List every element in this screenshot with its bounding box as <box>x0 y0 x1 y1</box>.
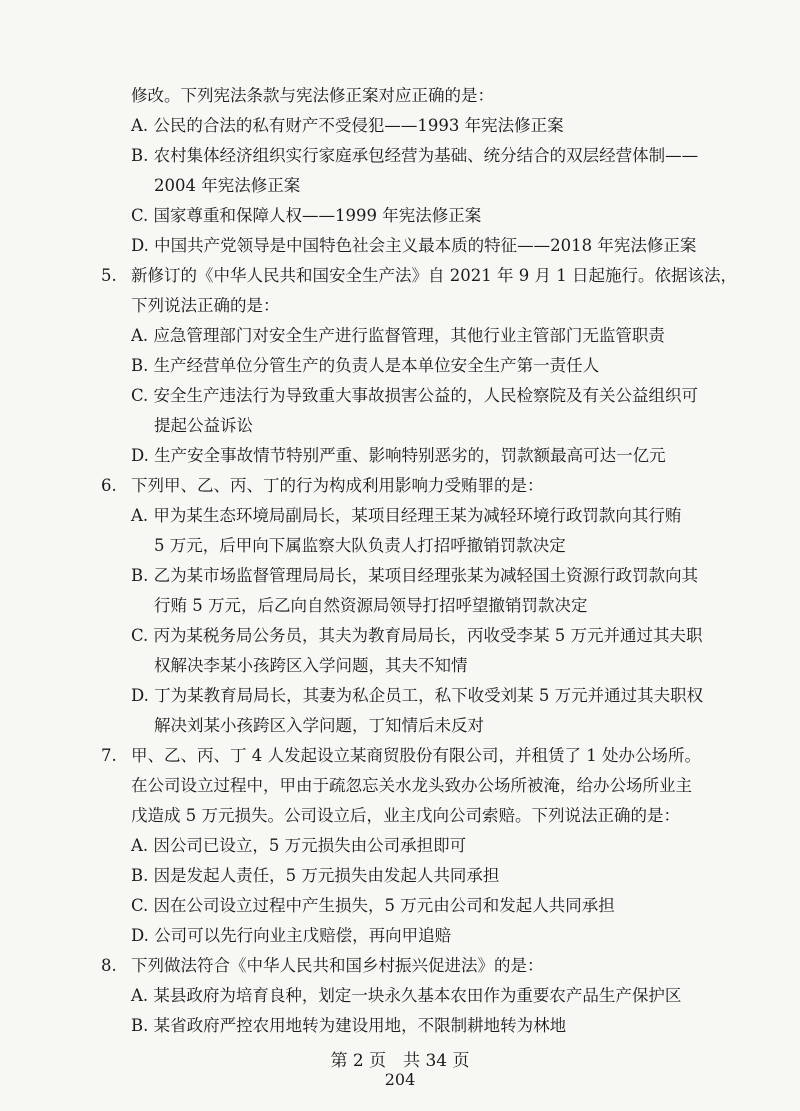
q7-option-b: B. 因是发起人责任，5 万元损失由发起人共同承担 <box>131 866 500 885</box>
q7-stem-line2: 在公司设立过程中，甲由于疏忽忘关水龙头致办公场所被淹，给办公场所业主 <box>131 776 692 795</box>
q8-option-a: A. 某县政府为培育良种，划定一块永久基本农田作为重要农产品生产保护区 <box>131 986 682 1005</box>
q5-stem-line2: 下列说法正确的是： <box>131 296 280 315</box>
page-count: 第 2 页 共 34 页 <box>330 1051 470 1071</box>
q8-stem: 下列做法符合《中华人民共和国乡村振兴促进法》的是： <box>131 956 544 975</box>
q5-option-d: D. 生产安全事故情节特别严重、影响特别恶劣的，罚款额最高可达一亿元 <box>131 446 666 465</box>
q6-option-a-line1: A. 甲为某生态环境局副局长，某项目经理王某为减轻环境行政罚款向其行贿 <box>131 506 682 525</box>
q8-number: 8. <box>101 956 117 975</box>
q7-option-a: A. 因公司已设立，5 万元损失由公司承担即可 <box>131 836 467 855</box>
q7-stem-line3: 戊造成 5 万元损失。公司设立后，业主戊向公司索赔。下列说法正确的是： <box>131 806 680 825</box>
q6-option-c-line2: 权解决李某小孩跨区入学问题，其夫不知情 <box>154 656 468 675</box>
q4-option-a: A. 公民的合法的私有财产不受侵犯——1993 年宪法修正案 <box>131 116 564 135</box>
q4-stem-tail: 修改。下列宪法条款与宪法修正案对应正确的是： <box>131 86 494 105</box>
q5-option-c-line2: 提起公益诉讼 <box>154 416 253 435</box>
q7-number: 7. <box>101 746 117 765</box>
q5-option-b: B. 生产经营单位分管生产的负责人是本单位安全生产第一责任人 <box>131 356 600 375</box>
q7-option-c: C. 因在公司设立过程中产生损失，5 万元由公司和发起人共同承担 <box>131 896 615 915</box>
q6-option-b-line2: 行贿 5 万元，后乙向自然资源局领导打招呼望撤销罚款决定 <box>154 596 588 615</box>
q6-option-a-line2: 5 万元，后甲向下属监察大队负责人打招呼撤销罚款决定 <box>154 536 566 555</box>
page-number: 204 <box>384 1070 416 1089</box>
q4-option-b-line2: 2004 年宪法修正案 <box>154 176 301 195</box>
q6-stem: 下列甲、乙、丙、丁的行为构成利用影响力受贿罪的是： <box>131 476 544 495</box>
q6-number: 6. <box>101 476 117 495</box>
q6-option-d-line2: 解决刘某小孩跨区入学问题，丁知情后未反对 <box>154 716 484 735</box>
q5-option-a: A. 应急管理部门对安全生产进行监督管理，其他行业主管部门无监管职责 <box>131 326 665 345</box>
q7-stem-line1: 甲、乙、丙、丁 4 人发起设立某商贸股份有限公司，并租赁了 1 处办公场所。 <box>131 746 701 765</box>
q4-option-d: D. 中国共产党领导是中国特色社会主义最本质的特征——2018 年宪法修正案 <box>131 236 697 255</box>
q4-option-b-line1: B. 农村集体经济组织实行家庭承包经营为基础、统分结合的双层经营体制—— <box>131 146 699 165</box>
q8-option-b: B. 某省政府严控农用地转为建设用地，不限制耕地转为林地 <box>131 1016 567 1035</box>
q5-stem-line1: 新修订的《中华人民共和国安全生产法》自 2021 年 9 月 1 日起施行。依据该法， <box>131 266 737 285</box>
q7-option-d: D. 公司可以先行向业主戊赔偿，再向甲追赔 <box>131 926 452 945</box>
q5-number: 5. <box>101 266 117 285</box>
q4-option-c: C. 国家尊重和保障人权——1999 年宪法修正案 <box>131 206 482 225</box>
q6-option-b-line1: B. 乙为某市场监督管理局局长，某项目经理张某为减轻国土资源行政罚款向其 <box>131 566 699 585</box>
q5-option-c-line1: C. 安全生产违法行为导致重大事故损害公益的，人民检察院及有关公益组织可 <box>131 386 699 405</box>
q6-option-c-line1: C. 丙为某税务局公务员，其夫为教育局局长，丙收受李某 5 万元并通过其夫职 <box>131 626 703 645</box>
q6-option-d-line1: D. 丁为某教育局局长，其妻为私企员工，私下收受刘某 5 万元并通过其夫职权 <box>131 686 704 705</box>
